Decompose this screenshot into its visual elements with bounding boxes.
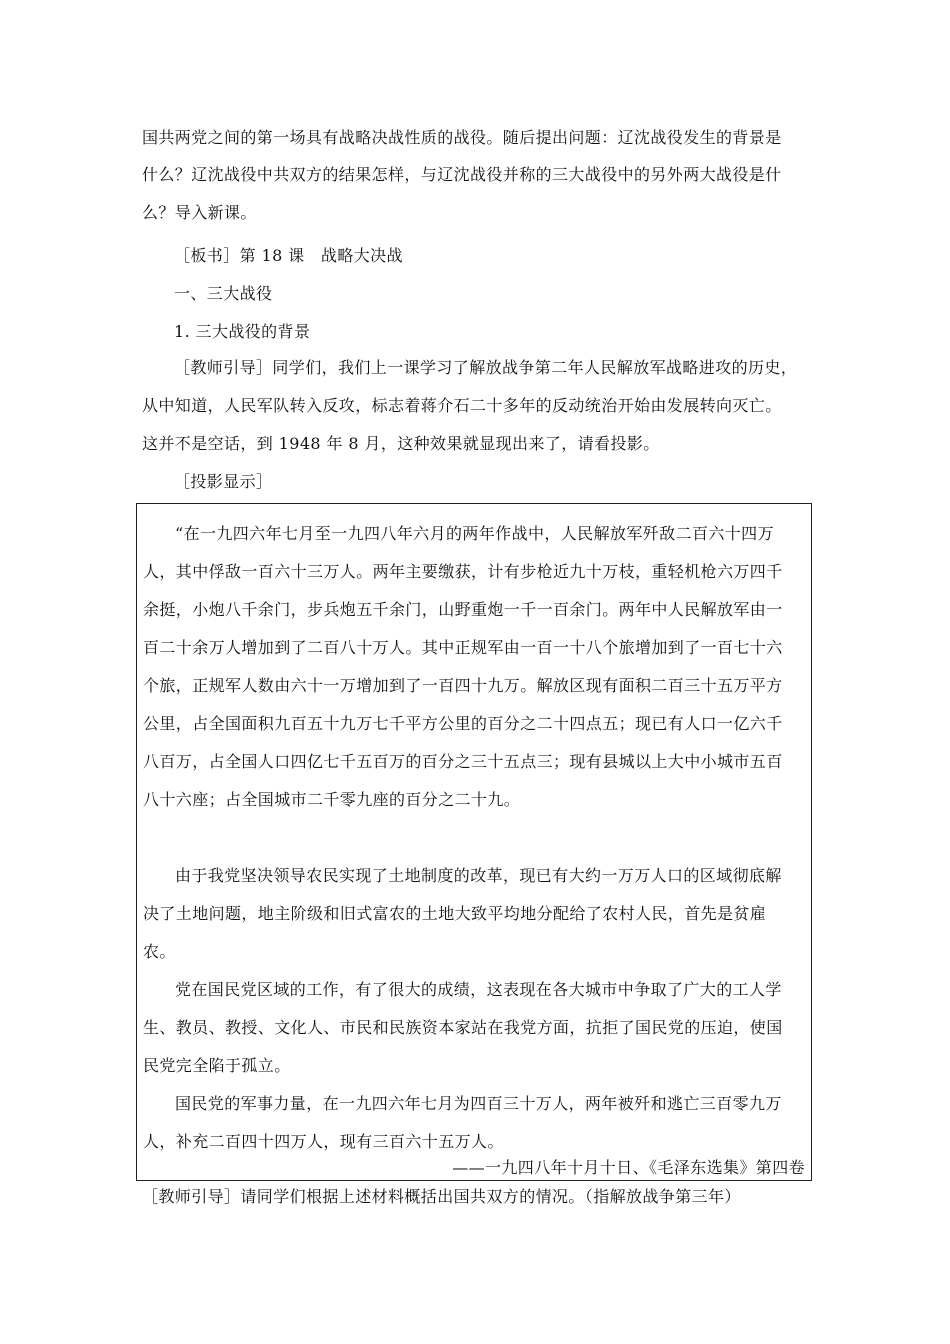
quote-line: 八百万，占全国人口四亿七千五百万的百分之三十五点三；现有县城以上大中小城市五百 xyxy=(143,752,783,771)
section-heading: 一、三大战役 xyxy=(174,284,273,303)
quote-line: 人，补充二百四十四万人，现有三百六十五万人。 xyxy=(143,1132,504,1151)
teacher-guide-line-1: ［教师引导］同学们，我们上一课学习了解放战争第二年人民解放军战略进攻的历史， xyxy=(174,358,798,377)
quote-line: 农。 xyxy=(143,942,176,961)
quote-line: 决了土地问题，地主阶级和旧式富农的土地大致平均地分配给了农村人民，首先是贫雇 xyxy=(143,904,767,923)
intro-line-1: 国共两党之间的第一场具有战略决战性质的战役。随后提出问题：辽沈战役发生的背景是 xyxy=(142,128,782,147)
quote-line: “在一九四六年七月至一九四八年六月的两年作战中，人民解放军歼敌二百六十四万 xyxy=(175,524,774,543)
subsection-heading: 1. 三大战役的背景 xyxy=(174,322,311,341)
quote-box xyxy=(136,503,812,1181)
quote-line: 余挺，小炮八千余门，步兵炮五千余门，山野重炮一千一百余门。两年中人民解放军由一 xyxy=(143,600,783,619)
board-heading: ［板书］第 18 课 战略大决战 xyxy=(174,246,403,265)
quote-line: 国民党的军事力量，在一九四六年七月为四百三十万人，两年被歼和逃亡三百零九万 xyxy=(175,1094,782,1113)
intro-line-2: 什么？辽沈战役中共双方的结果怎样，与辽沈战役并称的三大战役中的另外两大战役是什 xyxy=(142,165,782,184)
quote-line: 由于我党坚决领导农民实现了土地制度的改革，现已有大约一万万人口的区域彻底解 xyxy=(175,866,782,885)
quote-line: 民党完全陷于孤立。 xyxy=(143,1056,291,1075)
quote-line: 八十六座；占全国城市二千零九座的百分之二十九。 xyxy=(143,790,521,809)
quote-line: 公里，占全国面积九百五十九万七千平方公里的百分之二十四点五；现已有人口一亿六千 xyxy=(143,714,783,733)
quote-source: ——一九四八年十月十日、《毛泽东选集》第四卷 xyxy=(452,1158,805,1177)
quote-line: 百二十余万人增加到了二百八十万人。其中正规军由一百一十八个旅增加到了一百七十六 xyxy=(143,638,783,657)
bottom-teacher-guide: ［教师引导］请同学们根据上述材料概括出国共双方的情况。（指解放战争第三年） xyxy=(142,1187,741,1206)
teacher-guide-line-2: 从中知道，人民军队转入反攻，标志着蒋介石二十多年的反动统治开始由发展转向灭亡。 xyxy=(142,396,782,415)
quote-line: 个旅，正规军人数由六十一万增加到了一百四十九万。解放区现有面积二百三十五万平方 xyxy=(143,676,783,695)
quote-line: 党在国民党区域的工作，有了很大的成绩，这表现在各大城市中争取了广大的工人学 xyxy=(175,980,782,999)
intro-line-3: 么？导入新课。 xyxy=(142,203,257,222)
projection-label: ［投影显示］ xyxy=(174,472,273,491)
quote-line: 生、教员、教授、文化人、市民和民族资本家站在我党方面，抗拒了国民党的压迫，使国 xyxy=(143,1018,783,1037)
quote-line: 人，其中俘敌一百六十三万人。两年主要缴获，计有步枪近九十万枝，重轻机枪六万四千 xyxy=(143,562,783,581)
teacher-guide-line-3: 这并不是空话，到 1948 年 8 月，这种效果就显现出来了，请看投影。 xyxy=(142,434,660,453)
